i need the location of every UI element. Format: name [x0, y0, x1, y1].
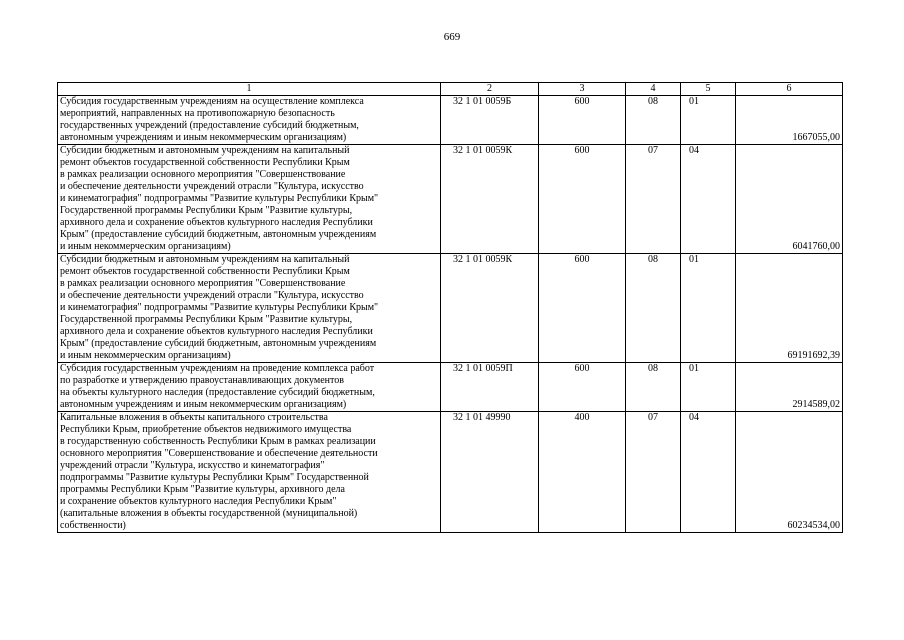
description-line: Субсидия государственным учреждениям на осуществление комплекса [60, 96, 364, 107]
table-row [58, 96, 843, 145]
description-line: и обеспечение деятельности учреждений отрасли "Культура, искусство [60, 181, 364, 192]
description-line: Субсидии бюджетным и автономным учреждениям на капитальный [60, 145, 350, 156]
row-expense-type: 400 [539, 412, 626, 533]
description-line: Крым" (предоставление субсидий бюджетным, автономным учреждениям [60, 229, 377, 240]
description-line: автономным учреждениям и иным некоммерческим организациям) [60, 399, 347, 410]
description-line: в рамках реализации основного мероприятия "Совершенствование [60, 278, 346, 289]
row-expense-type: 600 [539, 96, 626, 145]
row-target-code: 32 1 01 49990 [441, 412, 539, 533]
description-line: Государственной программы Республики Крым "Развитие культуры, [60, 314, 353, 325]
table-header-row [58, 83, 843, 96]
row-subsection: 01 [681, 363, 736, 412]
description-line: Капитальные вложения в объекты капитального строительства [60, 412, 328, 423]
row-amount: 6041760,00 [736, 145, 843, 254]
description-line: подпрограммы "Развитие культуры Республики Крым" Государственной [60, 472, 369, 483]
row-section: 08 [626, 254, 681, 363]
description-line: и кинематография" подпрограммы "Развитие культуры Республики Крым" [60, 302, 379, 313]
table-row [58, 363, 843, 412]
row-subsection: 01 [681, 96, 736, 145]
row-expense-type: 600 [539, 145, 626, 254]
column-header: 3 [539, 83, 626, 96]
description-line: собственности) [60, 520, 126, 531]
row-amount: 2914589,02 [736, 363, 843, 412]
table-row [58, 254, 843, 363]
row-description [58, 363, 441, 412]
row-target-code: 32 1 01 0059П [441, 363, 539, 412]
description-line: на объекты культурного наследия (предоставление субсидий бюджетным, [60, 387, 375, 398]
column-header: 6 [736, 83, 843, 96]
description-line: мероприятий, направленных на противопожарную безопасность [60, 108, 335, 119]
row-target-code: 32 1 01 0059К [441, 145, 539, 254]
row-subsection: 01 [681, 254, 736, 363]
row-section: 08 [626, 96, 681, 145]
row-target-code: 32 1 01 0059К [441, 254, 539, 363]
description-line: учреждений отрасли "Культура, искусство и кинематография" [60, 460, 325, 471]
description-line: автономным учреждениям и иным некоммерческим организациям) [60, 132, 347, 143]
column-header: 4 [626, 83, 681, 96]
page-number: 669 [443, 31, 461, 43]
row-amount: 69191692,39 [736, 254, 843, 363]
description-line: программы Республики Крым "Развитие культуры, архивного дела [60, 484, 345, 495]
description-line: и обеспечение деятельности учреждений отрасли "Культура, искусство [60, 290, 364, 301]
row-description [58, 145, 441, 254]
description-line: и сохранение объектов культурного наследия Республики Крым" [60, 496, 337, 507]
description-line: в государственную собственность Республики Крым в рамках реализации [60, 436, 376, 447]
row-amount: 60234534,00 [736, 412, 843, 533]
description-line: государственных учреждений (предоставление субсидий бюджетным, [60, 120, 359, 131]
description-line: и иным некоммерческим организациям) [60, 350, 231, 361]
row-amount: 1667055,00 [736, 96, 843, 145]
column-header: 5 [681, 83, 736, 96]
description-line: в рамках реализации основного мероприятия "Совершенствование [60, 169, 346, 180]
description-line: Субсидия государственным учреждениям на проведение комплекса работ [60, 363, 375, 374]
description-line: Крым" (предоставление субсидий бюджетным, автономным учреждениям [60, 338, 377, 349]
row-expense-type: 600 [539, 254, 626, 363]
row-section: 07 [626, 412, 681, 533]
budget-table [57, 82, 843, 533]
column-header: 2 [441, 83, 539, 96]
description-line: Государственной программы Республики Крым "Развитие культуры, [60, 205, 353, 216]
row-description [58, 96, 441, 145]
table-row [58, 145, 843, 254]
table-row [58, 412, 843, 533]
description-line: основного мероприятия "Совершенствование и обеспечение деятельности [60, 448, 378, 459]
row-subsection: 04 [681, 412, 736, 533]
description-line: по разработке и утверждению правоустанавливающих документов [60, 375, 344, 386]
description-line: Республики Крым, приобретение объектов недвижимого имущества [60, 424, 352, 435]
row-description [58, 254, 441, 363]
description-line: ремонт объектов государственной собственности Республики Крым [60, 266, 350, 277]
row-subsection: 04 [681, 145, 736, 254]
description-line: архивного дела и сохранение объектов культурного наследия Республики [60, 217, 373, 228]
row-expense-type: 600 [539, 363, 626, 412]
description-line: Субсидии бюджетным и автономным учреждениям на капитальный [60, 254, 350, 265]
row-target-code: 32 1 01 0059Б [441, 96, 539, 145]
description-line: и иным некоммерческим организациям) [60, 241, 231, 252]
row-section: 08 [626, 363, 681, 412]
row-section: 07 [626, 145, 681, 254]
column-header: 1 [58, 83, 441, 96]
description-line: архивного дела и сохранение объектов культурного наследия Республики [60, 326, 373, 337]
description-line: ремонт объектов государственной собственности Республики Крым [60, 157, 350, 168]
description-line: и кинематография" подпрограммы "Развитие культуры Республики Крым" [60, 193, 379, 204]
row-description [58, 412, 441, 533]
description-line: (капитальные вложения в объекты государственной (муниципальной) [60, 508, 358, 519]
